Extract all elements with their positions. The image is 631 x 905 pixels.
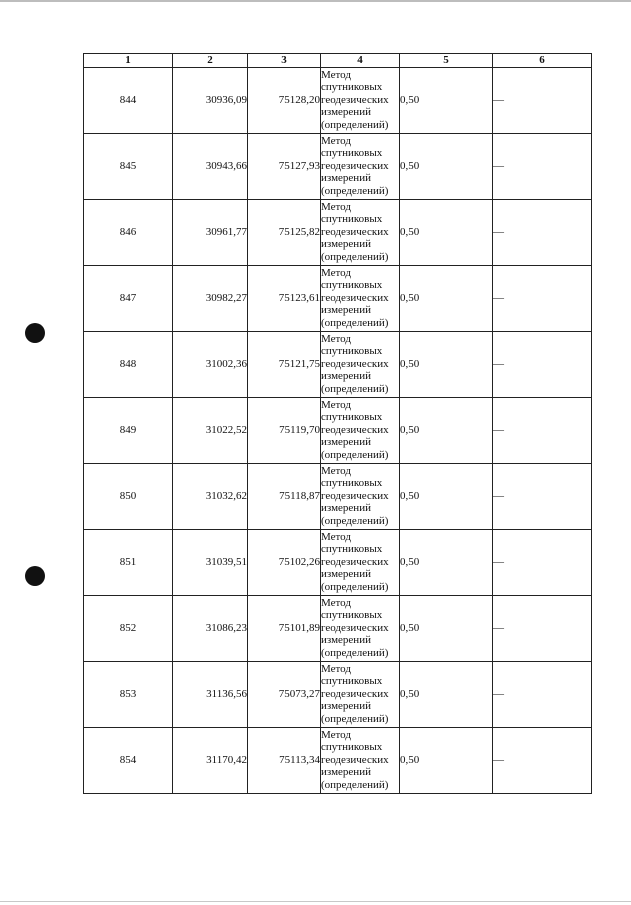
column-header-6: 6 [493,54,592,68]
method-text-line: измерений [321,172,371,185]
method-text-line: геодезических [321,159,389,172]
coordinate-x-cell: 31136,56 [173,661,248,727]
coordinate-y-cell: 75073,27 [248,661,321,727]
method-text-line: спутниковых [321,81,383,94]
point-number-cell: 852 [84,595,173,661]
punch-hole-mark [25,566,45,586]
method-text-line: (определений) [321,382,389,395]
method-text-line: Метод [321,728,351,741]
method-text-line: измерений [321,238,371,251]
accuracy-cell: 0,50 [400,661,493,727]
method-text-line: (определений) [321,580,389,593]
method-cell [321,463,400,529]
method-text-line: измерений [321,370,371,383]
accuracy-cell: 0,50 [400,199,493,265]
table-row [84,529,592,595]
method-text-line: (определений) [321,184,389,197]
coordinate-y-cell: 75128,20 [248,67,321,133]
coordinates-table [83,53,592,794]
point-number-cell: 847 [84,265,173,331]
table-row [84,67,592,133]
accuracy-cell: 0,50 [400,397,493,463]
note-cell: — [493,199,592,265]
method-text-line: (определений) [321,448,389,461]
note-cell: — [493,397,592,463]
method-text-line: измерений [321,568,371,581]
method-text-line: спутниковых [321,411,383,424]
accuracy-cell: 0,50 [400,265,493,331]
method-text-line: спутниковых [321,147,383,160]
method-text-line: геодезических [321,753,389,766]
point-number-cell: 853 [84,661,173,727]
point-number-cell: 854 [84,727,173,793]
table-row [84,661,592,727]
method-text-line: Метод [321,200,351,213]
coordinate-x-cell: 30943,66 [173,133,248,199]
table-row [84,727,592,793]
coordinate-x-cell: 31170,42 [173,727,248,793]
method-text-line: измерений [321,766,371,779]
coordinate-y-cell: 75101,89 [248,595,321,661]
method-text-line: (определений) [321,250,389,263]
coordinate-x-cell: 31002,36 [173,331,248,397]
method-text-line: (определений) [321,778,389,791]
coordinate-y-cell: 75123,61 [248,265,321,331]
accuracy-cell: 0,50 [400,727,493,793]
method-text-line: геодезических [321,291,389,304]
scan-bottom-edge [0,901,631,902]
method-cell [321,595,400,661]
method-cell [321,397,400,463]
method-text-line: измерений [321,436,371,449]
note-cell: — [493,727,592,793]
coordinate-y-cell: 75121,75 [248,331,321,397]
note-cell: — [493,133,592,199]
point-number-cell: 845 [84,133,173,199]
coordinate-x-cell: 30936,09 [173,67,248,133]
method-cell [321,331,400,397]
method-text-line: измерений [321,106,371,119]
column-header-2: 2 [173,54,248,68]
coordinate-y-cell: 75119,70 [248,397,321,463]
table-header-row [84,54,592,68]
method-text-line: Метод [321,662,351,675]
method-cell [321,727,400,793]
note-cell: — [493,595,592,661]
scan-top-edge [0,0,631,2]
table-row [84,463,592,529]
table-row [84,397,592,463]
column-header-4: 4 [321,54,400,68]
method-text-line: Метод [321,68,351,81]
method-text-line: (определений) [321,316,389,329]
point-number-cell: 848 [84,331,173,397]
coordinate-y-cell: 75127,93 [248,133,321,199]
accuracy-cell: 0,50 [400,595,493,661]
note-cell: — [493,529,592,595]
method-text-line: спутниковых [321,477,383,490]
note-cell: — [493,265,592,331]
method-text-line: (определений) [321,514,389,527]
note-cell: — [493,463,592,529]
method-text-line: (определений) [321,712,389,725]
method-text-line: геодезических [321,621,389,634]
accuracy-cell: 0,50 [400,67,493,133]
method-text-line: спутниковых [321,675,383,688]
table-row [84,199,592,265]
method-text-line: геодезических [321,555,389,568]
method-text-line: Метод [321,464,351,477]
method-text-line: спутниковых [321,345,383,358]
table-row [84,595,592,661]
method-cell [321,661,400,727]
note-cell: — [493,67,592,133]
method-text-line: спутниковых [321,741,383,754]
note-cell: — [493,661,592,727]
column-header-3: 3 [248,54,321,68]
table-row [84,331,592,397]
method-text-line: Метод [321,332,351,345]
method-cell [321,529,400,595]
method-text-line: геодезических [321,357,389,370]
coordinate-x-cell: 31022,52 [173,397,248,463]
point-number-cell: 846 [84,199,173,265]
method-text-line: геодезических [321,489,389,502]
note-cell: — [493,331,592,397]
method-text-line: геодезических [321,225,389,238]
punch-hole-mark [25,323,45,343]
coordinate-x-cell: 31032,62 [173,463,248,529]
table-body [84,67,592,793]
accuracy-cell: 0,50 [400,529,493,595]
point-number-cell: 844 [84,67,173,133]
method-cell [321,133,400,199]
method-text-line: Метод [321,266,351,279]
method-text-line: измерений [321,304,371,317]
method-text-line: геодезических [321,687,389,700]
method-text-line: геодезических [321,93,389,106]
method-text-line: измерений [321,502,371,515]
method-text-line: геодезических [321,423,389,436]
method-cell [321,265,400,331]
method-text-line: измерений [321,700,371,713]
coordinate-x-cell: 30961,77 [173,199,248,265]
method-text-line: Метод [321,530,351,543]
table-row [84,265,592,331]
method-text-line: Метод [321,398,351,411]
coordinate-y-cell: 75113,34 [248,727,321,793]
method-text-line: Метод [321,596,351,609]
method-text-line: спутниковых [321,609,383,622]
column-header-5: 5 [400,54,493,68]
accuracy-cell: 0,50 [400,463,493,529]
table-row [84,133,592,199]
method-text-line: спутниковых [321,543,383,556]
accuracy-cell: 0,50 [400,133,493,199]
method-cell [321,199,400,265]
method-cell [321,67,400,133]
coordinate-x-cell: 30982,27 [173,265,248,331]
method-text-line: (определений) [321,118,389,131]
coordinate-x-cell: 31039,51 [173,529,248,595]
point-number-cell: 849 [84,397,173,463]
accuracy-cell: 0,50 [400,331,493,397]
column-header-1: 1 [84,54,173,68]
method-text-line: измерений [321,634,371,647]
point-number-cell: 851 [84,529,173,595]
method-text-line: Метод [321,134,351,147]
coordinate-x-cell: 31086,23 [173,595,248,661]
method-text-line: спутниковых [321,279,383,292]
point-number-cell: 850 [84,463,173,529]
method-text-line: спутниковых [321,213,383,226]
method-text-line: (определений) [321,646,389,659]
coordinate-y-cell: 75118,87 [248,463,321,529]
coordinate-y-cell: 75102,26 [248,529,321,595]
coordinate-y-cell: 75125,82 [248,199,321,265]
